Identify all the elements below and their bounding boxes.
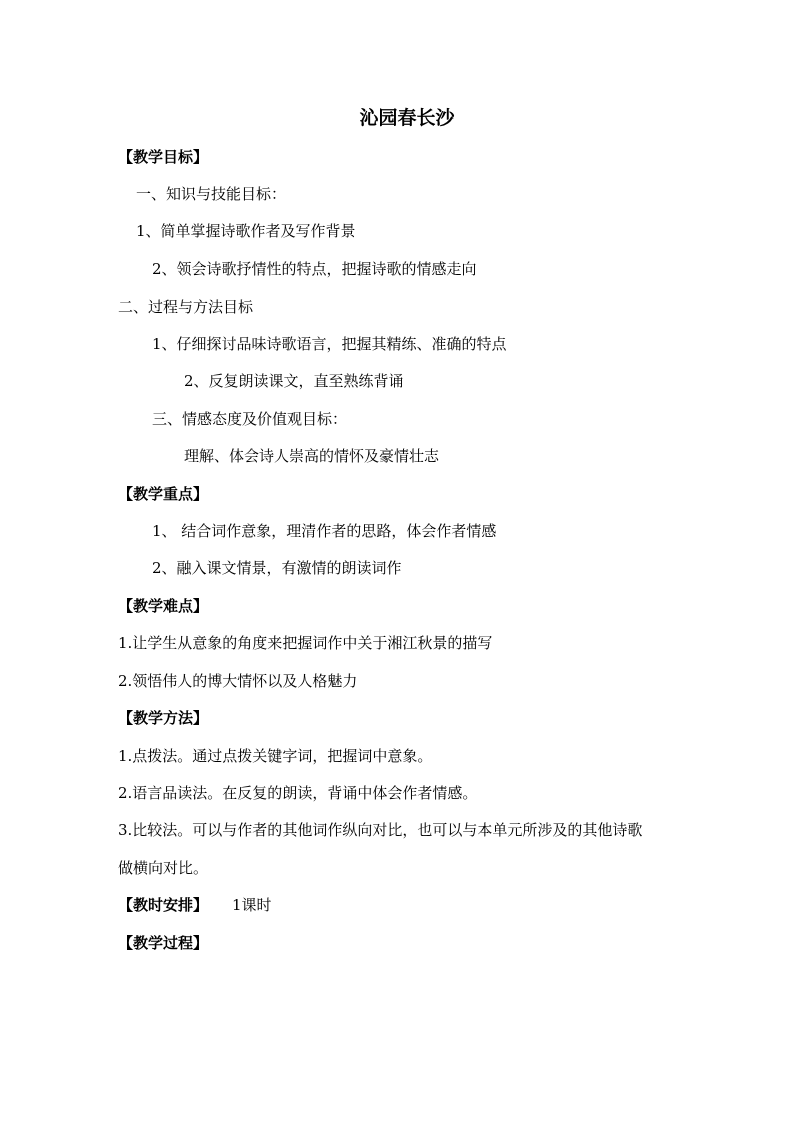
list-item: 2.语言品读法。在反复的朗读，背诵中体会作者情感。 <box>118 784 478 802</box>
list-item: 1.让学生从意象的角度来把握词作中关于湘江秋景的描写 <box>118 634 493 652</box>
section-heading-methods: 【教学方法】 <box>118 709 209 727</box>
list-item: 理解、体会诗人崇高的情怀及豪情壮志 <box>184 447 440 465</box>
section-heading-difficulties: 【教学难点】 <box>118 597 209 615</box>
schedule-value: 1课时 <box>232 896 272 914</box>
subheading-process-methods: 二、过程与方法目标 <box>118 298 254 316</box>
list-item: 1、 结合词作意象，理清作者的思路，体会作者情感 <box>152 522 497 540</box>
list-item: 1.点拨法。通过点拨关键字词，把握词中意象。 <box>118 747 433 765</box>
list-item: 1、简单掌握诗歌作者及写作背景 <box>136 222 356 240</box>
section-heading-key-points: 【教学重点】 <box>118 485 209 503</box>
document-title: 沁园春长沙 <box>359 107 455 129</box>
list-item: 2、反复朗读课文，直至熟练背诵 <box>184 372 404 390</box>
list-item: 2、融入课文情景，有激情的朗读词作 <box>152 559 402 577</box>
list-item: 2.领悟伟人的博大情怀以及人格魅力 <box>118 672 358 690</box>
section-heading-process: 【教学过程】 <box>118 934 209 952</box>
list-item: 2、领会诗歌抒情性的特点，把握诗歌的情感走向 <box>152 260 477 278</box>
subheading-emotional-values: 三、情感态度及价值观目标： <box>152 410 348 428</box>
section-heading-schedule: 【教时安排】 <box>118 896 209 914</box>
subheading-knowledge-skills: 一、知识与技能目标： <box>136 185 287 203</box>
list-item: 1、仔细探讨品味诗歌语言，把握其精练、准确的特点 <box>152 335 507 353</box>
list-item: 3.比较法。可以与作者的其他词作纵向对比，也可以与本单元所涉及的其他诗歌 <box>118 821 643 839</box>
section-heading-objectives: 【教学目标】 <box>118 148 209 166</box>
list-item-continuation: 做横向对比。 <box>118 859 209 877</box>
